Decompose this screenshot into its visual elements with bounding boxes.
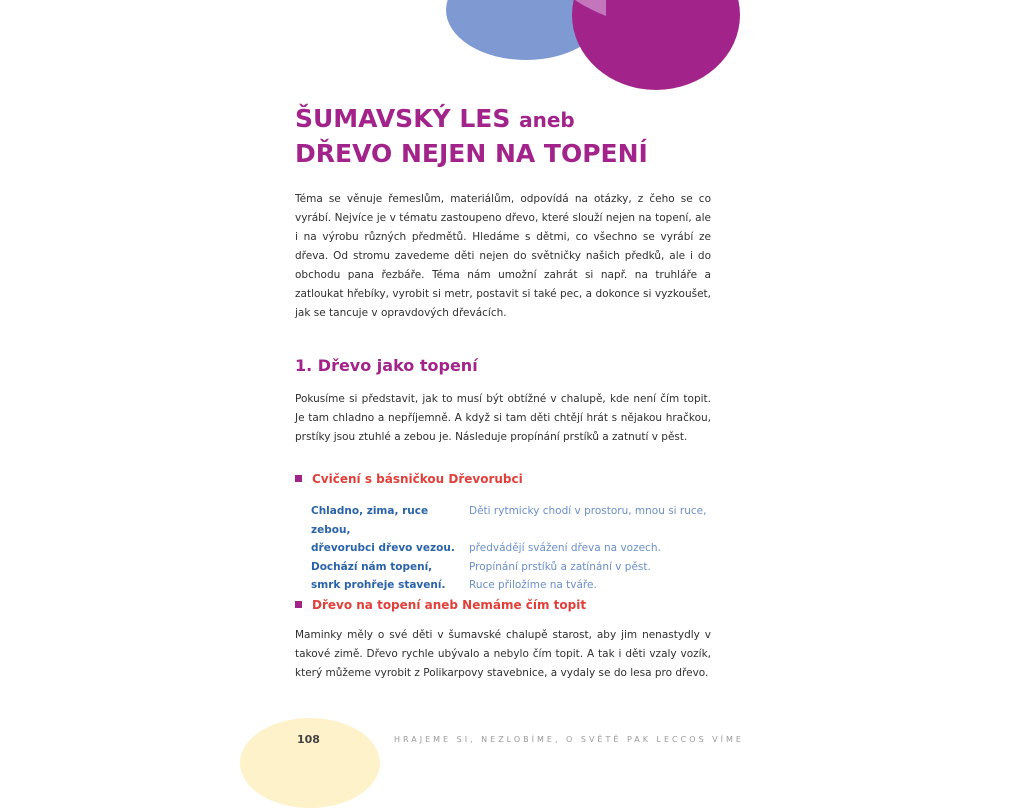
bullet-square-icon	[295, 601, 302, 608]
poem-row	[311, 576, 706, 595]
bullet-square-icon	[295, 475, 302, 482]
poem-row	[311, 558, 706, 577]
poem-action: Děti rytmicky chodí v prostoru, mnou si ruce,	[469, 505, 707, 517]
poem-action: předvádějí svážení dřeva na vozech.	[469, 542, 661, 554]
poem-row	[311, 502, 706, 539]
poem-action: Propínání prstíků a zatínání v pěst.	[469, 560, 651, 573]
section-heading-1: 1. Dřevo jako topení	[295, 356, 478, 375]
running-footer-title: HRAJEME SI, NEZLOBÍME, O SVĚTĚ PAK LECCOS VÍME	[394, 735, 744, 744]
section-2-heading-text: Dřevo na topení aneb Nemáme čím topit	[312, 598, 587, 612]
poem-verse: Dochází nám topení,	[311, 560, 433, 573]
decor-circle-yellow	[240, 718, 380, 808]
title-line-2: DŘEVO NEJEN NA TOPENÍ	[295, 139, 648, 168]
page-title	[295, 102, 715, 171]
poem-row	[311, 539, 706, 558]
exercise-heading-text: Cvičení s básničkou Dřevorubci	[312, 472, 523, 486]
poem-table	[311, 502, 706, 595]
poem-action: Ruce přiložíme na tváře.	[469, 579, 597, 591]
page-number: 108	[297, 733, 320, 746]
decor-circle-overlap	[572, 0, 606, 20]
exercise-heading	[295, 472, 523, 486]
section-1-paragraph: Pokusíme si představit, jak to musí být obtížné v chalupě, kde není čím topit. Je tam chladno a nepříjemně. A když si tam děti chtějí hrát s nějakou hračkou, prstíky jsou ztuhlé a zebou je. Následuje propínání prstíků a zatnutí v pěst.	[295, 393, 711, 443]
poem-verse: dřevorubci dřevo vezou.	[311, 542, 455, 554]
title-line-1: ŠUMAVSKÝ LES	[295, 104, 511, 133]
section-2-paragraph: Maminky měly o své děti v šumavské chalupě starost, aby jim nenastydly v takové zimě. Dřevo rychle ubývalo a nebylo čím topit. A tak i děti vzaly vozík, který můžeme vyrobit z Polikarpovy stavebnice, a vydaly se do lesa pro dřevo.	[295, 629, 711, 679]
poem-verse: smrk prohřeje stavení.	[311, 579, 446, 591]
section-2-heading	[295, 598, 586, 612]
poem-verse: Chladno, zima, ruce zebou,	[311, 505, 429, 536]
title-aneb: aneb	[519, 108, 575, 132]
intro-paragraph: Téma se věnuje řemeslům, materiálům, odpovídá na otázky, z čeho se co vyrábí. Nejvíce je v tématu zastoupeno dřevo, které slouží nejen na topení, ale i na výrobu různých předmětů. Hledáme s dětmi, co všechno se vyrábí ze dřeva. Od stromu zavedeme děti nejen do světničky našich předků, ale i do obchodu pana řezbáře. Téma nám umožní zahrát si např. na truhláře a zatloukat hřebíky, vyrobit si metr, postavit si také pec, a dokonce si vyzkoušet, jak se tancuje v opravdových dřevácích.	[295, 193, 711, 319]
